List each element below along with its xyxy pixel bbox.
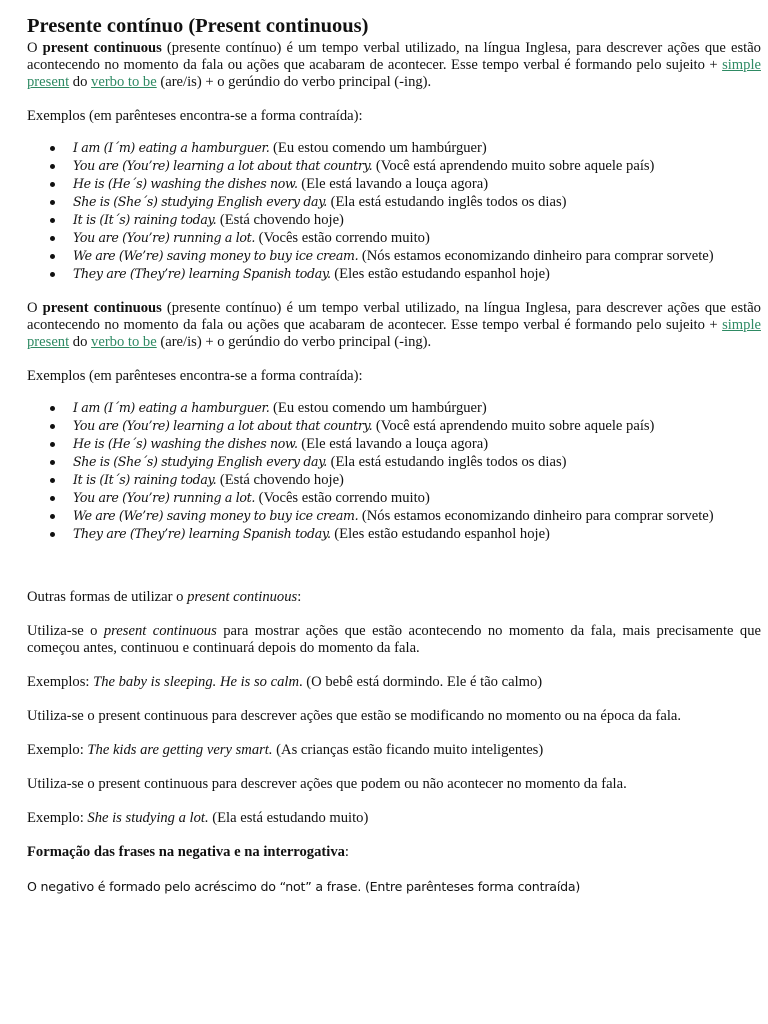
document-page — [27, 14, 761, 895]
page-title: Presente contínuo (Present continuous) — [27, 15, 369, 37]
other-uses-heading: Outras formas de utilizar o present continuous: — [27, 589, 302, 605]
intro-paragraph: O present continuous (presente contínuo) é um tempo verbal utilizado, na língua Inglesa, para descrever ações que estão acontecendo no momento da fala ou ações que acabaram de acontecer. Esse tempo verbal é formando pelo sujeito + simple present do verbo to be (are/is) + o gerúndio do verbo principal (-ing). — [27, 300, 761, 350]
intro-paragraph: O present continuous (presente contínuo) é um tempo verbal utilizado, na língua Inglesa, para descrever ações que estão acontecendo no momento da fala ou ações que acabaram de acontecer. Esse tempo verbal é formando pelo sujeito + simple present do verbo to be (are/is) + o gerúndio do verbo principal (-ing). — [27, 40, 761, 90]
list-item: We are (We’re) saving money to buy ice cream. (Nós estamos economizando dinheiro para comprar sorvete) — [27, 507, 761, 525]
negative-text: O negativo é formado pelo acréscimo do “not” a frase. (Entre parênteses forma contraída) — [27, 879, 581, 894]
example-2: Exemplo: The kids are getting very smart. (As crianças estão ficando muito inteligentes) — [27, 742, 544, 758]
use-paragraph-2: Utiliza-se o present continuous para descrever ações que estão se modificando no momento ou na época da fala. — [27, 708, 682, 724]
list-item: You are (You’re) learning a lot about that country. (Você está aprendendo muito sobre aquele país) — [27, 417, 761, 435]
list-item: They are (They’re) learning Spanish today. (Eles estão estudando espanhol hoje) — [27, 525, 761, 543]
list-item: You are (You’re) running a lot. (Vocês estão correndo muito) — [27, 229, 761, 247]
use-paragraph-1: Utiliza-se o present continuous para mostrar ações que estão acontecendo no momento da fala, mais precisamente que começou antes, continuou e continuará depois do momento da fala. — [27, 623, 761, 656]
formation-heading: Formação das frases na negativa e na interrogativa: — [27, 844, 349, 860]
list-item: They are (They’re) learning Spanish today. (Eles estão estudando espanhol hoje) — [27, 265, 761, 283]
simple-present-link[interactable]: simple present — [27, 317, 761, 350]
use-paragraph-3: Utiliza-se o present continuous para descrever ações que podem ou não acontecer no momento da fala. — [27, 776, 627, 792]
examples-list — [27, 139, 761, 283]
simple-present-link[interactable]: simple present — [27, 57, 761, 90]
list-item: You are (You’re) learning a lot about that country. (Você está aprendendo muito sobre aquele país) — [27, 157, 761, 175]
list-item: It is (It´s) raining today. (Está chovendo hoje) — [27, 471, 761, 489]
list-item: She is (She´s) studying English every day. (Ela está estudando inglês todos os dias) — [27, 193, 761, 211]
examples-heading: Exemplos (em parênteses encontra-se a forma contraída): — [27, 108, 363, 124]
list-item: She is (She´s) studying English every day. (Ela está estudando inglês todos os dias) — [27, 453, 761, 471]
list-item: It is (It´s) raining today. (Está chovendo hoje) — [27, 211, 761, 229]
intro-bold-term: present continuous — [42, 40, 162, 56]
examples-list — [27, 399, 761, 543]
verbo-to-be-link[interactable]: verbo to be — [91, 334, 157, 350]
example-3: Exemplo: She is studying a lot. (Ela está estudando muito) — [27, 810, 369, 826]
examples-heading: Exemplos (em parênteses encontra-se a forma contraída): — [27, 368, 363, 384]
list-item: We are (We’re) saving money to buy ice cream. (Nós estamos economizando dinheiro para comprar sorvete) — [27, 247, 761, 265]
verbo-to-be-link[interactable]: verbo to be — [91, 74, 157, 90]
list-item: I am (I´m) eating a hamburguer. (Eu estou comendo um hambúrguer) — [27, 139, 761, 157]
list-item: He is (He´s) washing the dishes now. (Ele está lavando a louça agora) — [27, 175, 761, 193]
list-item: You are (You’re) running a lot. (Vocês estão correndo muito) — [27, 489, 761, 507]
list-item: He is (He´s) washing the dishes now. (Ele está lavando a louça agora) — [27, 435, 761, 453]
intro-bold-term: present continuous — [42, 300, 162, 316]
example-1: Exemplos: The baby is sleeping. He is so calm. (O bebê está dormindo. Ele é tão calmo) — [27, 674, 543, 690]
list-item: I am (I´m) eating a hamburguer. (Eu estou comendo um hambúrguer) — [27, 399, 761, 417]
